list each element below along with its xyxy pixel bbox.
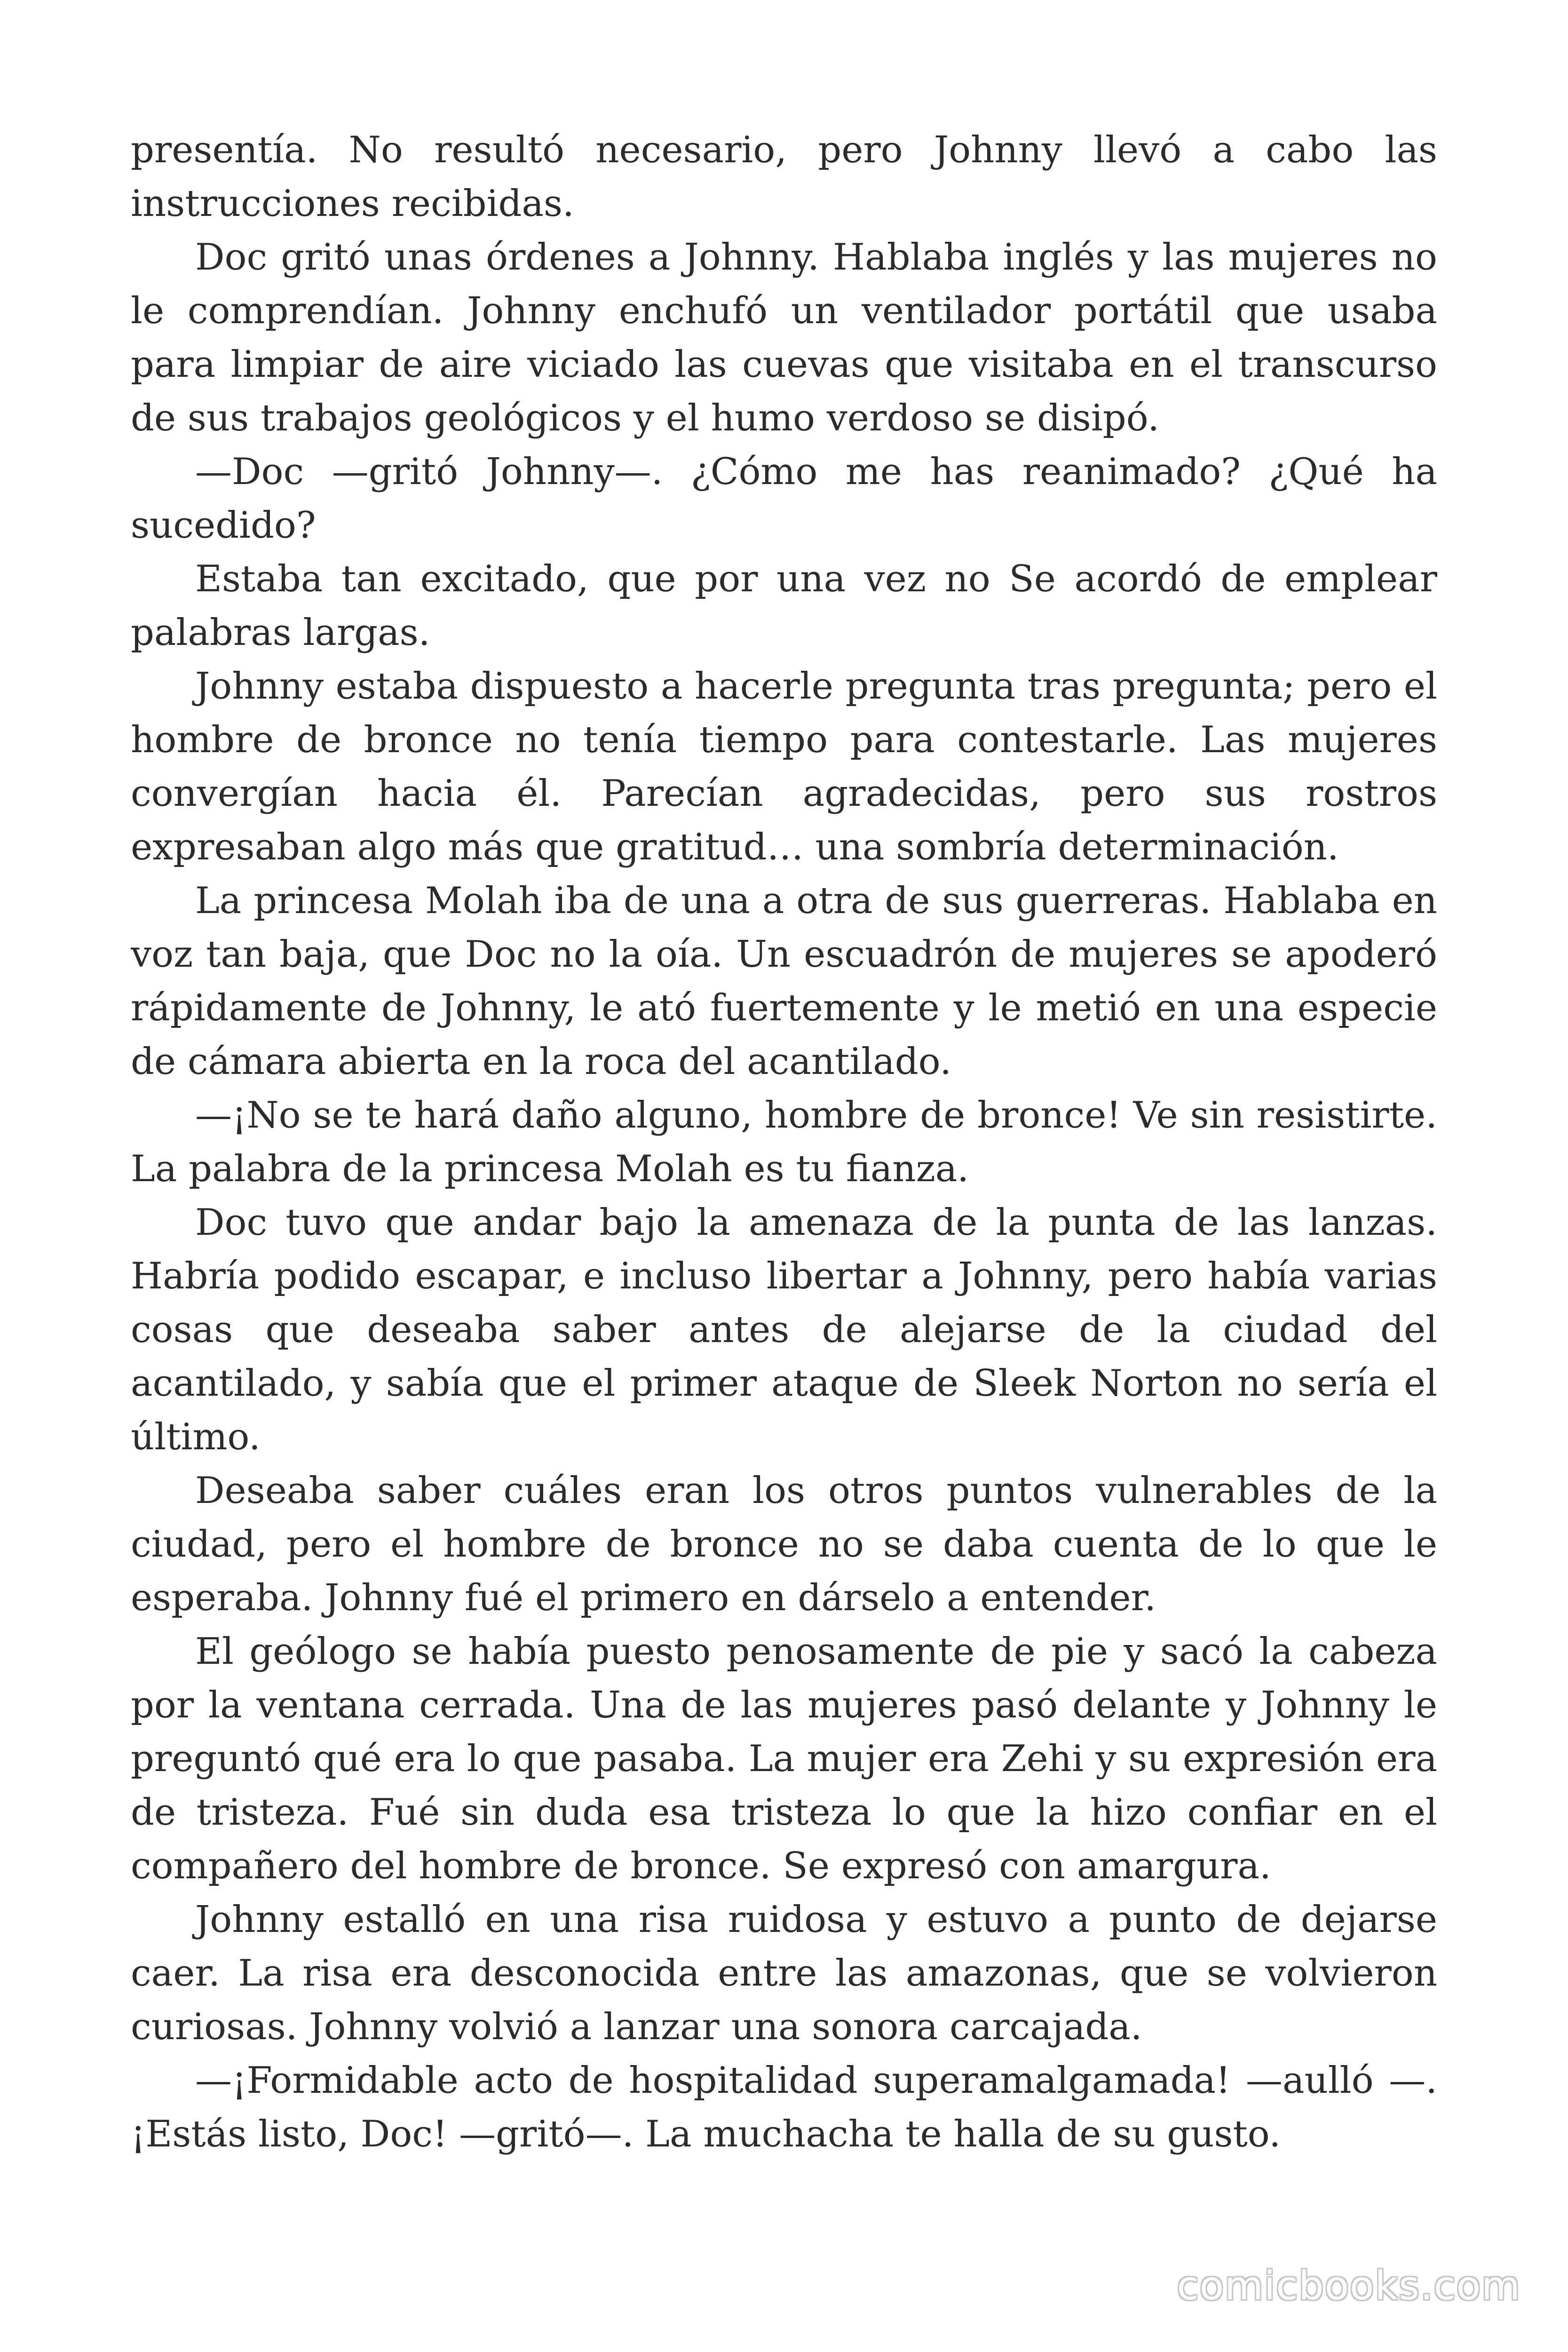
paragraph: Johnny estaba dispuesto a hacerle pregunta tras pregunta; pero el hombre de bronce no tenía tiempo para contestarle. Las mujeres convergían hacia él. Parecían agradecidas, pero sus rostros expresaban algo más que gratitud… una sombría determinación. [131, 665, 1437, 868]
paragraph: Doc tuvo que andar bajo la amenaza de la punta de las lanzas. Habría podido escapar, e incluso libertar a Johnny, pero había varias cosas que deseaba saber antes de alejarse de la ciudad del acantilado, y sabía que el primer ataque de Sleek Norton no sería el último. [131, 1201, 1437, 1458]
paragraph: El geólogo se había puesto penosamente de pie y sacó la cabeza por la ventana cerrada. Una de las mujeres pasó delante y Johnny le preguntó qué era lo que pasaba. La mujer era Zehi y su expresión era de tristeza. Fué sin duda esa tristeza lo que la hizo confiar en el compañero del hombre de bronce. Se expresó con amargura. [131, 1630, 1437, 1887]
body-text [131, 123, 1437, 2161]
paragraph: Deseaba saber cuáles eran los otros puntos vulnerables de la ciudad, pero el hombre de bronce no se daba cuenta de lo que le esperaba. Johnny fué el primero en dárselo a entender. [131, 1470, 1437, 1619]
paragraph: Johnny estalló en una risa ruidosa y estuvo a punto de dejarse caer. La risa era desconocida entre las amazonas, que se volvieron curiosas. Johnny volvió a lanzar una sonora carcajada. [131, 1899, 1437, 2048]
paragraph-continuation: presentía. No resultó necesario, pero Johnny llevó a cabo las instrucciones recibidas. [131, 129, 1437, 225]
paragraph: La princesa Molah iba de una a otra de sus guerreras. Hablaba en voz tan baja, que Doc no la oía. Un escuadrón de mujeres se apoderó rápidamente de Johnny, le ató fuertemente y le metió en una especie de cámara abierta en la roca del acantilado. [131, 880, 1437, 1083]
paragraph-dialogue: —¡Formidable acto de hospitalidad superamalgamada! —aulló —. ¡Estás listo, Doc! —gritó—. La muchacha te halla de su gusto. [131, 2059, 1437, 2155]
paragraph: Estaba tan excitado, que por una vez no Se acordó de emplear palabras largas. [131, 558, 1437, 654]
watermark: comicbooks.com [1177, 2263, 1521, 2309]
paragraph-dialogue: —¡No se te hará daño alguno, hombre de bronce! Ve sin resistirte. La palabra de la princesa Molah es tu fianza. [131, 1094, 1437, 1190]
paragraph: Doc gritó unas órdenes a Johnny. Hablaba inglés y las mujeres no le comprendían. Johnny enchufó un ventilador portátil que usaba para limpiar de aire viciado las cuevas que visitaba en el transcurso de sus trabajos geológicos y el humo verdoso se disipó. [131, 236, 1437, 439]
paragraph-dialogue: —Doc —gritó Johnny—. ¿Cómo me has reanimado? ¿Qué ha sucedido? [131, 451, 1437, 547]
